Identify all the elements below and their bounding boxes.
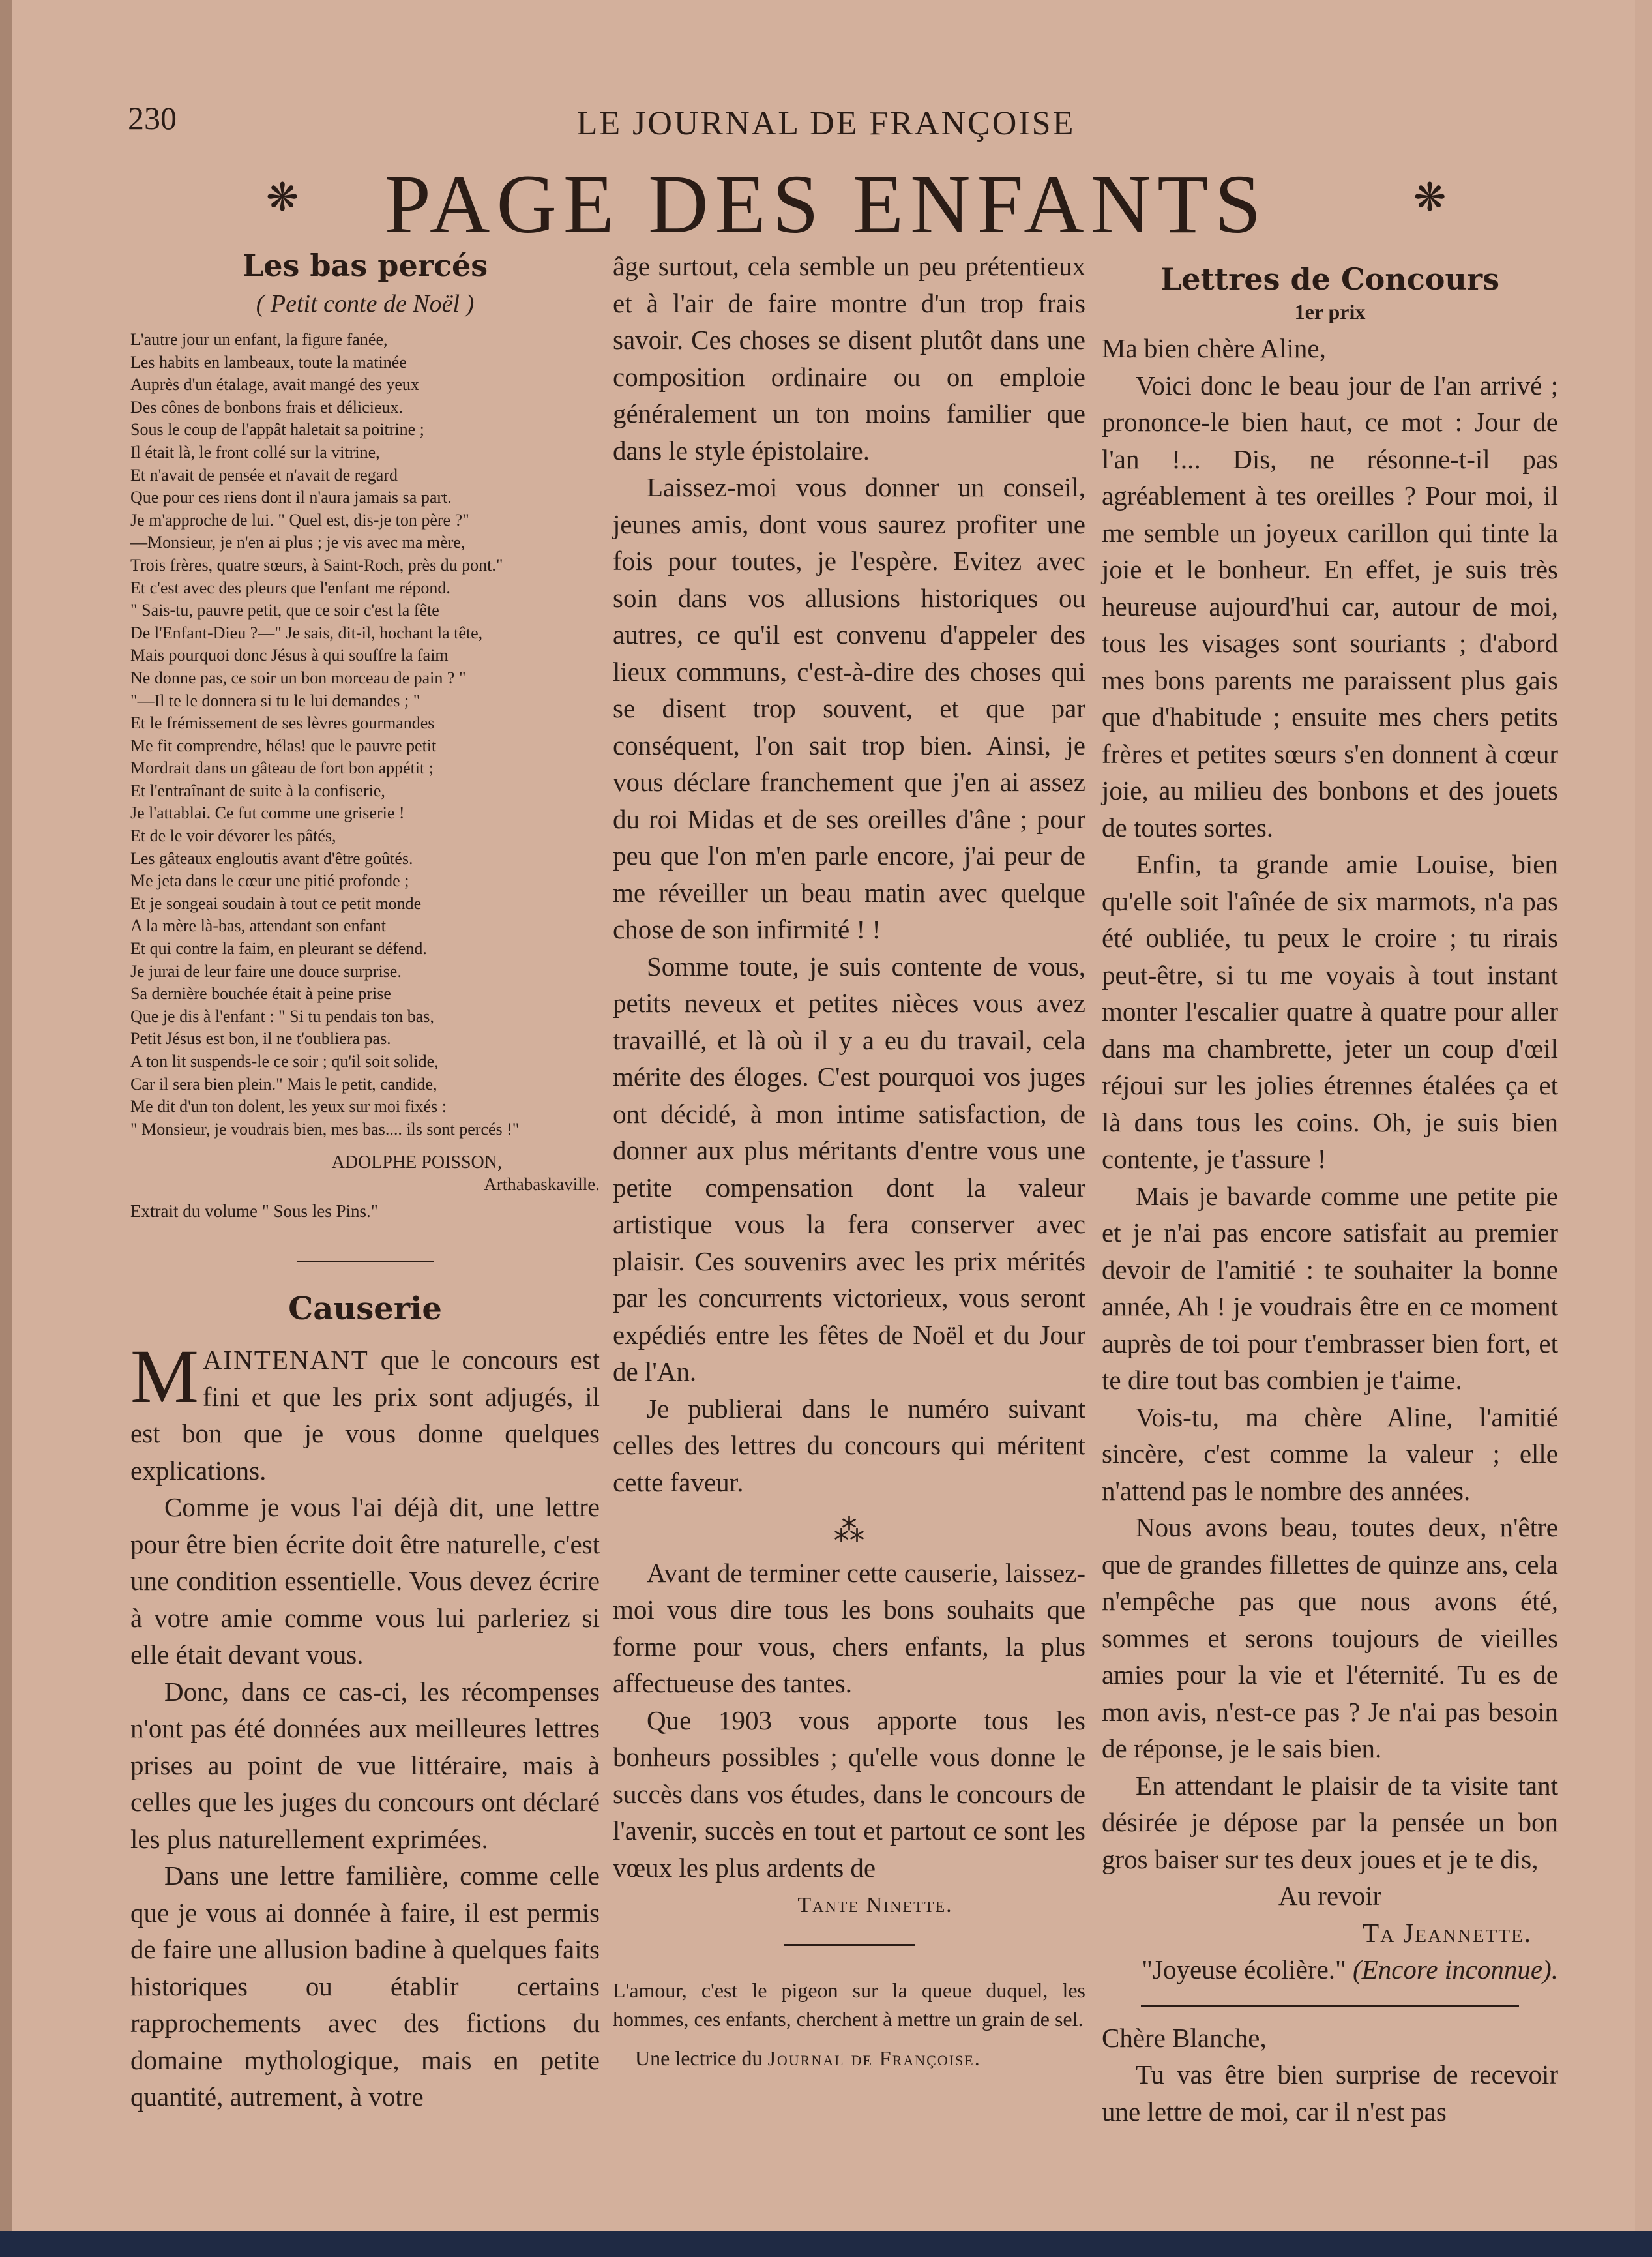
binding-strip (0, 2231, 1652, 2257)
causerie-paragraph: Comme je vous l'ai déjà dit, une lettre pour être bien écrite doit être naturelle, c'est une condition essentielle. Vous devez écrire à votre amie comme vous lui parleriez si elle était devant vous. (130, 1492, 600, 1670)
poem-line: Et de le voir dévorer les pâtés, (130, 826, 336, 846)
poem-body (130, 329, 600, 1141)
page-left-edge (0, 0, 12, 2257)
poem-place: Arthabaskaville. (484, 1174, 600, 1195)
poem-line: Petit Jésus est bon, il ne t'oubliera pas. (130, 1029, 391, 1049)
causerie-paragraph: Laissez-moi vous donner un conseil, jeunes amis, dont vous saurez profiter une fois pour toutes, je l'espère. Evitez avec soin dans vos allusions historiques ou autres, ce qu'il est convenu d'appeler des lieux communs, c'est-à-dire des choses qui se disent trop souvent, et que par conséquent, l'on sait trop bien. Ainsi, je vous déclare franchement que j'en ai assez du roi Midas et de ses oreilles d'âne ; pour peu que l'on m'en parle encore, j'ai peur de me réveiller un beau matin avec quelque chose de son infirmité ! ! (613, 472, 1085, 944)
letter-paragraph: Mais je bavarde comme une petite pie et je n'ai pas encore satisfait au premier devoir de l'amitié : te souhaiter la bonne année, Ah ! je voudrais être en ce moment auprès de toi pour t'embrasser bien fort, et te dire tout bas combien je t'aime. (1102, 1180, 1558, 1395)
poem-line: Me fit comprendre, hélas! que le pauvre petit (130, 736, 437, 755)
letter-salutation: Ma bien chère Aline, (1102, 333, 1326, 363)
poem-line: Et qui contre la faim, en pleurant se défend. (130, 939, 427, 959)
column-right (1102, 261, 1558, 2130)
causerie-paragraph: Je publierai dans le numéro suivant celles des lettres du concours qui méritent cette faveur. (613, 1393, 1085, 1497)
poem-line: " Monsieur, je voudrais bien, mes bas.... ils sont percés !" (130, 1119, 520, 1139)
causerie-paragraph: âge surtout, cela semble un peu prétentieux et à l'air de faire montre d'un trop frais savoir. Ces choses se disent plutôt dans une composition ordinaire ou on emploie généralement un ton moins familier que dans le style épistolaire. (613, 251, 1085, 466)
causerie-body-left (130, 1334, 600, 2115)
poem-line: Car il sera bien plein." Mais le petit, candide, (130, 1074, 437, 1094)
poem-line: —Monsieur, je n'en ai plus ; je vis avec ma mère, (130, 533, 465, 552)
column-left (130, 248, 600, 2115)
causerie-first-word: AINTENANT (202, 1345, 369, 1375)
letter-paragraph: Voici donc le beau jour de l'an arrivé ; prononce-le bien haut, ce mot : Jour de l'an !... Dis, ne résonne-t-il pas agréablement à tes oreilles ? Pour moi, il me semble un joyeux carillon qui tinte la joie et le bonheur. En effet, je suis très heureuse aujourd'hui car, autour de moi, tous les visages sont souriants ; d'abord mes bons parents me paraissent plus gais que d'habitude ; ensuite mes chers petits frères et petites sœurs s'en donnent à cœur joie, au milieu des bonbons et des jouets de toutes sortes. (1102, 370, 1558, 843)
poem-line: Me jeta dans le cœur une pitié profonde ; (130, 871, 409, 891)
quote-text: L'amour, c'est le pigeon sur la queue duquel, les hommes, ces enfants, cherchent à mettre un grain de sel. (613, 1978, 1085, 2031)
poem-line: Et l'entraînant de suite à la confiserie, (130, 781, 385, 800)
causerie-paragraph: Que 1903 vous apporte tous les bonheurs possibles ; qu'elle vous donne le succès dans vos études, dans le concours de l'avenir, succès en tout et partout ce sont les vœux les plus ardents de (613, 1705, 1085, 1883)
letter-pseudonym-note: (Encore inconnue). (1353, 1954, 1558, 1984)
poem-line: "—Il te le donnera si tu le lui demandes ; " (130, 691, 420, 710)
poem-line: Et je songeai soudain à tout ce petit monde (130, 893, 422, 913)
poem-source: Extrait du volume " Sous les Pins." (130, 1201, 378, 1221)
letter-paragraph: Enfin, ta grande amie Louise, bien qu'elle soit l'aînée de six marmots, n'a pas été oubliée, tu peux le croire ; tu rirais peut-être, si tu me voyais à tout instant monter l'escalier quatre à quatre pour aller dans ma chambrette, jeter un coup d'œil réjoui sur les jolies étrennes étalées ça et là dans tous les coins. Oh, je suis bien contente, je t'assure ! (1102, 849, 1558, 1174)
poem-line: Ne donne pas, ce soir un bon morceau de pain ? " (130, 668, 466, 687)
poem-line: Et n'avait de pensée et n'avait de regard (130, 465, 398, 485)
causerie-paragraph: Dans une lettre familière, comme celle que je vous ai donnée à faire, il est permis de faire une allusion badine à quelques faits historiques ou établir certains rapprochements avec des fictions du domaine mythologique, mais en petite quantité, autrement, à votre (130, 1861, 600, 2112)
poem-line: Mais pourquoi donc Jésus à qui souffre la faim (130, 646, 449, 665)
poem-line: Mordrait dans un gâteau de fort bon appétit ; (130, 758, 434, 778)
poem-line: Je jurai de leur faire une douce surprise. (130, 961, 402, 981)
journal-running-head: LE JOURNAL DE FRANÇOISE (576, 105, 1076, 142)
contest-prize: 1er prix (1294, 300, 1366, 323)
causerie-paragraph-text: que le concours est fini et que les prix sont adjugés, il est bon que je vous donne quelques explications. (130, 1345, 600, 1486)
poem-line: Et le frémissement de ses lèvres gourmandes (130, 713, 435, 733)
causerie-paragraph: Somme toute, je suis contente de vous, petits neveux et petites nièces vous avez travaillé, et là où il y a eu du travail, cela mérite des éloges. C'est pourquoi vos juges ont décidé, à mon intime satisfaction, de donner aux plus méritants d'entre vous une petite compensation dont la valeur artistique vous la fera conserver avec plaisir. Ces souvenirs avec les prix mérités par les concurrents victorieux, vous seront expédiés entre les fêtes de Noël et du Jour de l'An. (613, 951, 1085, 1386)
causerie-title: Causerie (288, 1291, 442, 1328)
letter-closing: Au revoir (1278, 1881, 1382, 1911)
causerie-signature: Tante Ninette. (797, 1893, 953, 1917)
page-title: PAGE DES ENFANTS (384, 158, 1268, 250)
poem-line: Il était là, le front collé sur la vitrine, (130, 442, 380, 462)
letter-paragraph: Nous avons beau, toutes deux, n'être que de grandes fillettes de quinze ans, cela n'empêche pas que nous avons été, sommes et serons toujours de vieilles amies pour la vie et l'éternité. Tu es de mon avis, n'est-ce pas ? Je n'ai pas besoin de réponse, je le sais bien. (1102, 1512, 1558, 1763)
letter-paragraph: Tu vas être bien surprise de recevoir une lettre de moi, car il n'est pas (1102, 2059, 1558, 2127)
poem-line: Les gâteaux engloutis avant d'être goûtés. (130, 848, 413, 868)
poem-line: De l'Enfant-Dieu ?—" Je sais, dit-il, hochant la tête, (130, 623, 483, 642)
letter-pseudonym: "Joyeuse écolière." (1142, 1954, 1346, 1984)
causerie-paragraph: Donc, dans ce cas-ci, les récompenses n'ont pas été données aux meilleures lettres prises au point de vue littéraire, mais à celles que les juges du concours ont déclaré les plus naturellement exprimées. (130, 1676, 600, 1854)
poem-line: Sous le coup de l'appât haletait sa poitrine ; (130, 420, 424, 440)
poem-author: ADOLPHE POISSON, (331, 1152, 502, 1173)
poem-line: A la mère là-bas, attendant son enfant (130, 916, 387, 936)
poem-line: Me dit d'un ton dolent, les yeux sur moi fixés : (130, 1097, 447, 1116)
poem-subtitle: ( Petit conte de Noël ) (256, 290, 475, 318)
poem-line: Que pour ces riens dont il n'aura jamais sa part. (130, 488, 452, 507)
poem-line: Les habits en lambeaux, toute la matinée (130, 352, 407, 372)
letter-salutation-2: Chère Blanche, (1102, 2022, 1267, 2053)
poem-line: A ton lit suspends-le ce soir ; qu'il soit solide, (130, 1052, 439, 1071)
letter-paragraph: Vois-tu, ma chère Aline, l'amitié sincère, c'est comme la valeur ; elle n'attend pas le nombre des années. (1102, 1401, 1558, 1506)
page-number: 230 (128, 100, 177, 136)
page-title-row (0, 157, 1652, 252)
poem-line: Sa dernière bouchée était à peine prise (130, 984, 391, 1004)
poem-line: Trois frères, quatre sœurs, à Saint-Roch, près du pont." (130, 555, 503, 575)
wavy-divider (784, 1944, 915, 1946)
ornament-right-icon: ❋ (1413, 175, 1447, 220)
poem-line: Je l'attablai. Ce fut comme une griserie ! (130, 803, 405, 823)
quote-journal: Journal de Françoise. (767, 2046, 981, 2070)
poem-line: Que je dis à l'enfant : " Si tu pendais ton bas, (130, 1006, 434, 1026)
letter-paragraph: En attendant le plaisir de ta visite tant désirée je dépose par la pensée un bon gros baiser sur tes deux joues et je te dis, (1102, 1770, 1558, 1874)
causerie-paragraph: Avant de terminer cette causerie, laissez-moi vous dire tous les bons souhaits que forme pour vous, chers enfants, la plus affectueuse des tantes. (613, 1557, 1085, 1698)
dropcap-letter: M (130, 1334, 199, 1420)
section-divider (297, 1261, 434, 1262)
poem-line: Auprès d'un étalage, avait mangé des yeux (130, 375, 419, 395)
poem-line: Je m'approche de lui. " Quel est, dis-je ton père ?" (130, 510, 469, 530)
poem-line: " Sais-tu, pauvre petit, que ce soir c'est la fête (130, 601, 439, 620)
quote-attribution (613, 2044, 1085, 2072)
poem-line: Des cônes de bonbons frais et délicieux. (130, 397, 404, 417)
letter-divider (1141, 2005, 1519, 2007)
poem-line: Et c'est avec des pleurs que l'enfant me répond. (130, 578, 450, 597)
quote-attribution-prefix: Une lectrice du (635, 2046, 768, 2070)
asterism-icon: ⁂ (833, 1514, 865, 1549)
letter-pseudonym-line (1102, 1951, 1558, 1988)
column-middle (613, 248, 1085, 2072)
causerie-paragraph (130, 1334, 600, 1489)
poem-title: Les bas percés (242, 248, 488, 283)
letter-signature: Ta Jeannette. (1363, 1917, 1532, 1948)
poem-line: L'autre jour un enfant, la figure fanée, (130, 330, 388, 349)
ornament-left-icon: ❋ (266, 175, 299, 220)
contest-title: Lettres de Concours (1160, 262, 1499, 297)
